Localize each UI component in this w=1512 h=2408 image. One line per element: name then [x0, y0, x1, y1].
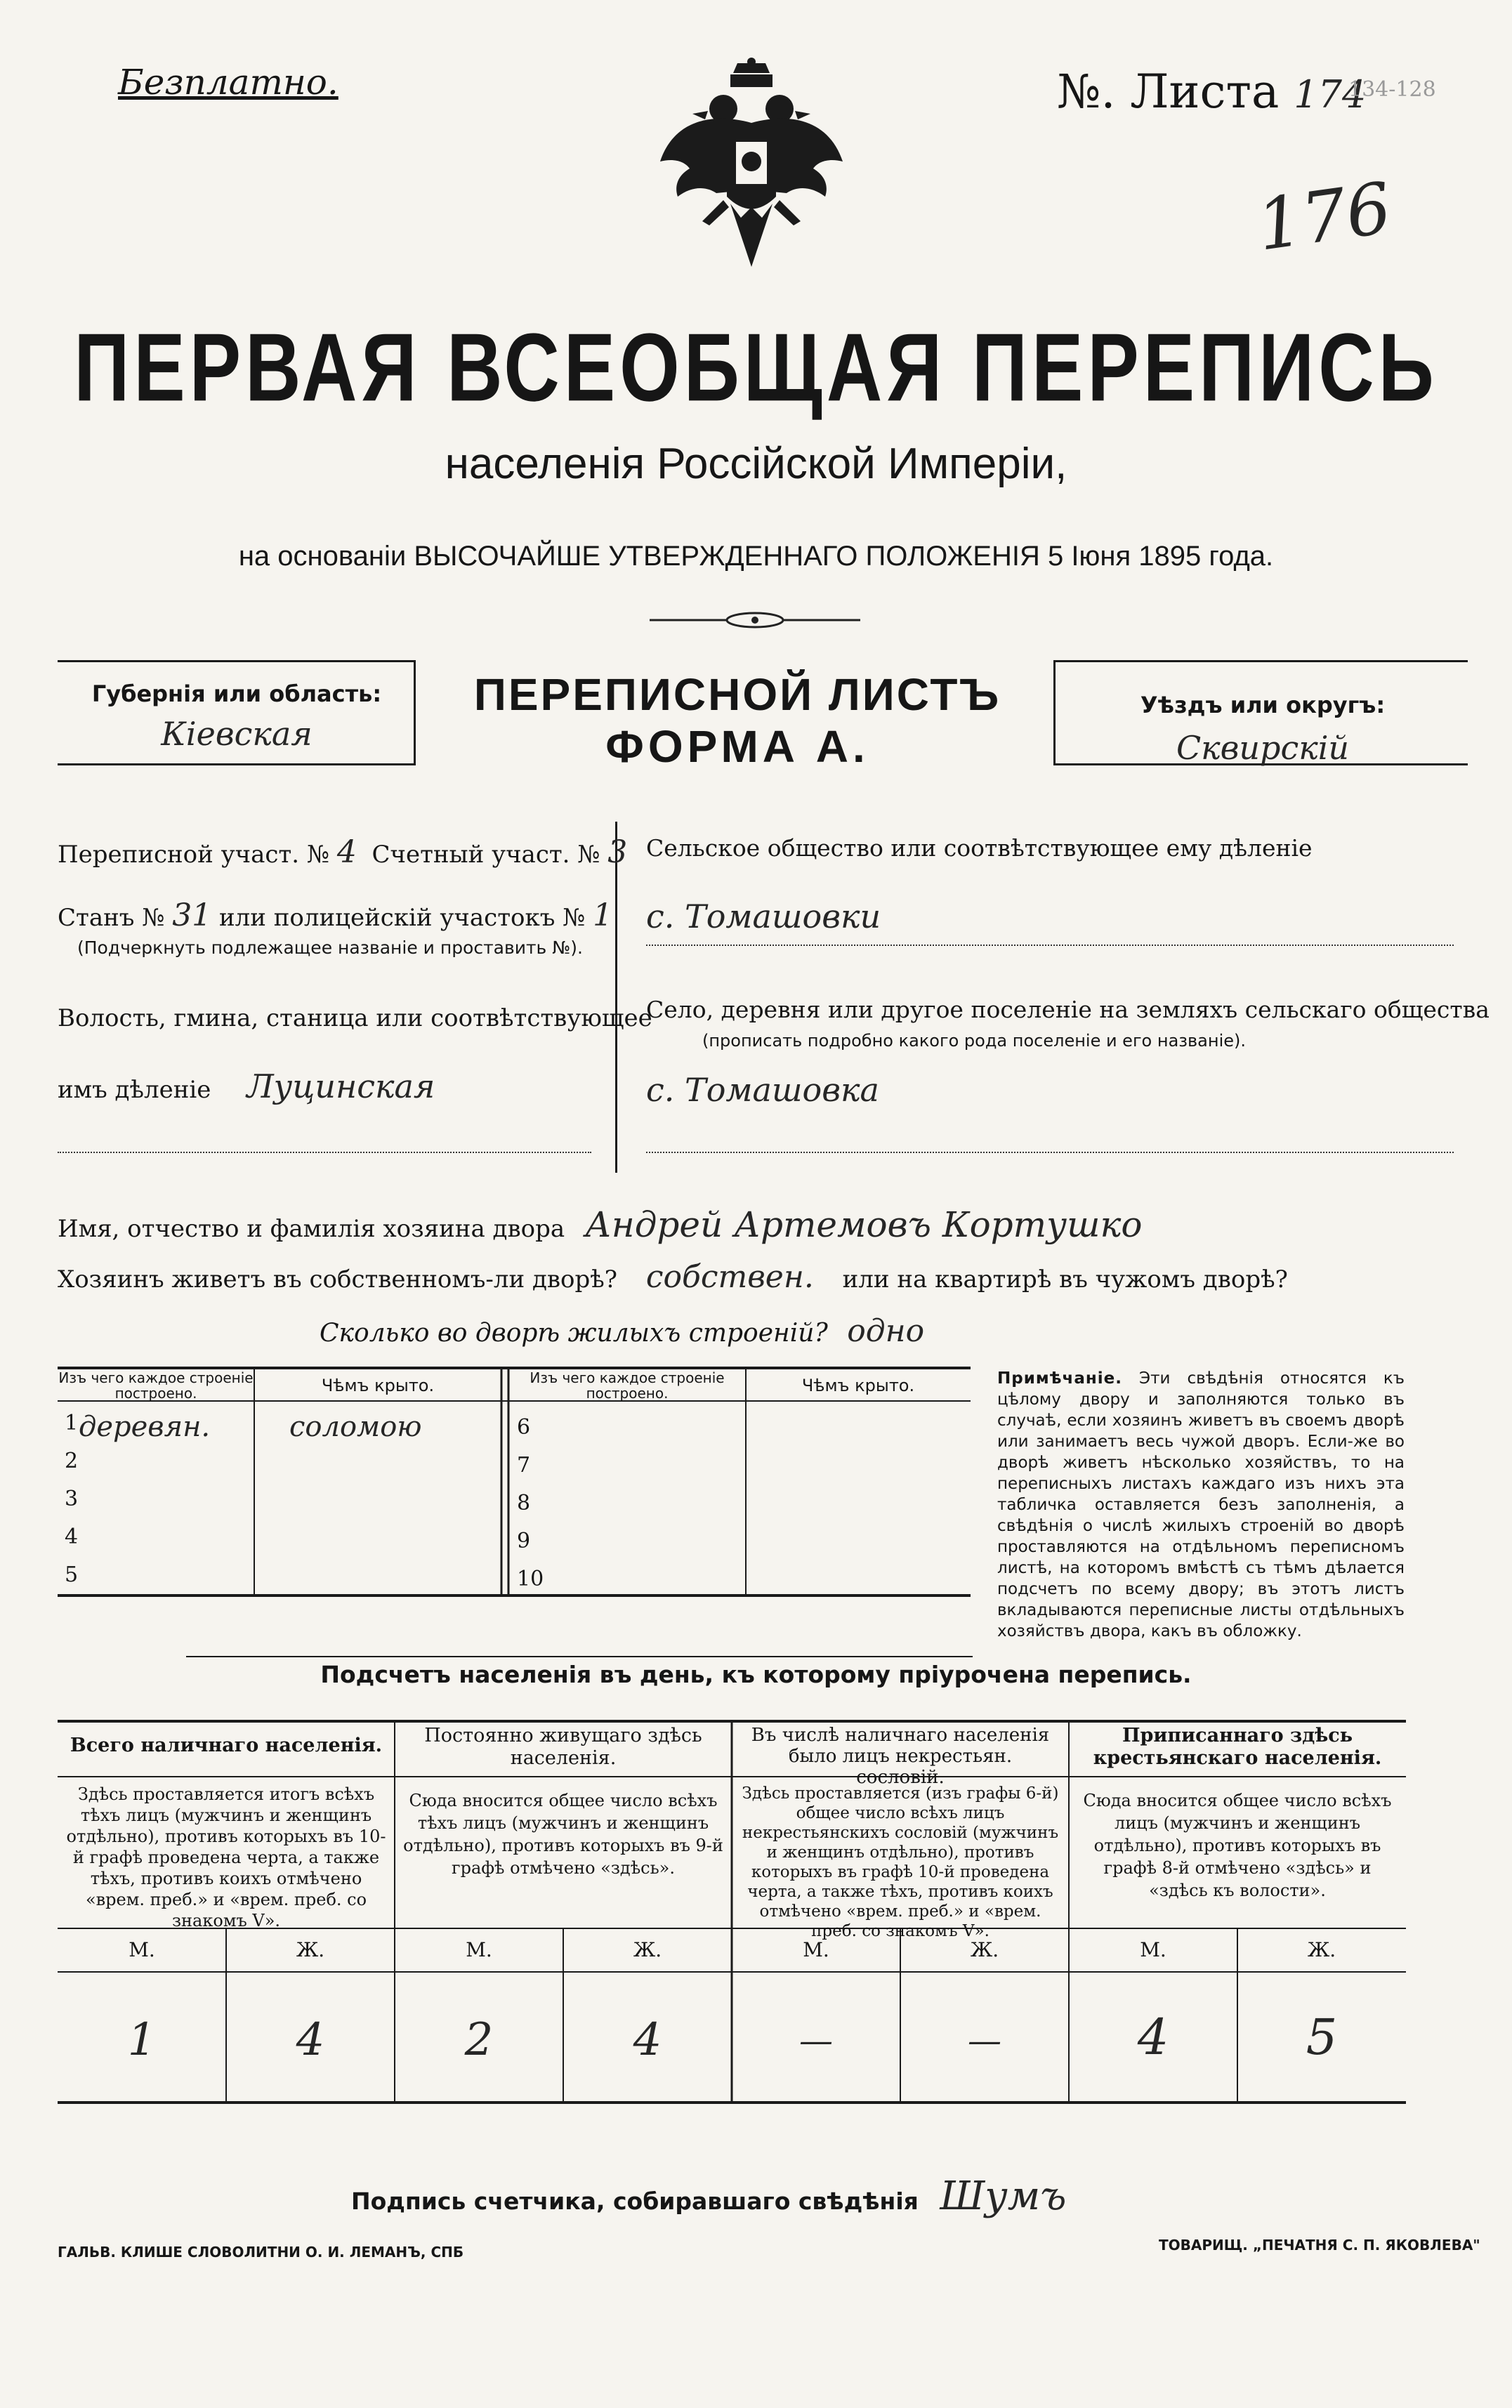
- pop-col-1-m-value: 1: [127, 2014, 157, 2066]
- note-rule: [186, 1656, 973, 1657]
- owner-name-row: [58, 1204, 1142, 1245]
- row-number: 8: [517, 1491, 531, 1515]
- census-district-label: Переписной участ. №: [58, 841, 330, 869]
- signature-value: Шумъ: [940, 2173, 1067, 2219]
- village-extra-line: [646, 1152, 1454, 1153]
- row-number: 10: [517, 1567, 544, 1591]
- note-block: [997, 1368, 1405, 1642]
- society-label: Сельское общество или соотвѣтствующее ему дѣленіе: [646, 834, 1313, 862]
- gubernia-value: Кіевская: [161, 715, 313, 753]
- buildings-count-value: одно: [847, 1313, 925, 1349]
- volost-value: Луцинская: [246, 1067, 435, 1105]
- buildings-col-roof-2: Чѣмъ крыто.: [801, 1376, 915, 1395]
- row-number: 7: [517, 1453, 531, 1478]
- buildings-count-row: [320, 1313, 924, 1349]
- table-row: [58, 1558, 501, 1596]
- footer-right: ТОВАРИЩ. „ПЕЧАТНЯ С. П. ЯКОВЛЕВА": [1159, 2237, 1480, 2254]
- sheet-number-label: №. Листа: [1057, 65, 1280, 119]
- village-note: (прописать подробно какого рода поселеніе и его названіе).: [702, 1031, 1246, 1051]
- table-row: [508, 1445, 971, 1482]
- gubernia-label: Губернія или область:: [91, 680, 382, 707]
- row-roof: соломою: [289, 1411, 422, 1443]
- pop-col-3-m-label: М.: [803, 1938, 829, 1961]
- pop-col-1-f-value: 4: [296, 2014, 325, 2066]
- footer-left: ГАЛЬВ. КЛИШЕ СЛОВОЛИТНИ О. И. ЛЕМАНЪ, СПБ: [58, 2244, 464, 2261]
- pop-col-4-desc: Сюда вносится общее число всѣхъ лицъ (мужчинъ и женщинъ отдѣльно), противъ которыхъ въ графѣ 8-й отмѣчено «здѣсь» и «здѣсь къ волости».: [1083, 1791, 1392, 1900]
- corner-note: 134-128: [1348, 77, 1436, 102]
- signature-row: [351, 2173, 1066, 2219]
- row-material: деревян.: [79, 1411, 211, 1443]
- owner-name-label: Имя, отчество и фамилія хозяина двора: [58, 1215, 565, 1243]
- free-label: Безплатно.: [118, 62, 338, 103]
- table-row: [58, 1482, 501, 1520]
- pop-col-1-head: Всего наличнаго населенія.: [70, 1735, 383, 1756]
- society-value: с. Томашовки: [646, 897, 881, 935]
- stan-note: (Подчеркнуть подлежащее названіе и проставить №).: [77, 937, 583, 958]
- double-headed-eagle-emblem: [646, 56, 857, 295]
- fields-divider: [615, 822, 617, 1173]
- buildings-rows-right: [508, 1407, 971, 1596]
- buildings-count-label: Сколько во дворѣ жилыхъ строеній?: [320, 1319, 828, 1348]
- row-number: 1: [65, 1411, 79, 1435]
- owner-lives-alt-label: или на квартирѣ въ чужомъ дворѣ?: [842, 1265, 1288, 1294]
- pop-col-4-m-value: 4: [1137, 2008, 1169, 2066]
- police-label: или полицейскій участокъ №: [219, 904, 586, 932]
- pop-col-2-m-value: 2: [464, 2014, 494, 2066]
- owner-name-value: Андрей Артемовъ Кортушко: [584, 1204, 1143, 1245]
- table-row: [508, 1407, 971, 1445]
- village-label: Село, деревня или другое поселеніе на земляхъ сельскаго общества: [646, 996, 1490, 1023]
- note-lead: Примѣчаніе.: [997, 1369, 1122, 1388]
- row-number: 5: [65, 1562, 79, 1587]
- pop-col-2-desc: Сюда вносится общее число всѣхъ тѣхъ лицъ (мужчинъ и женщинъ отдѣльно), противъ которыхъ въ 9-й графѣ отмѣчено «здѣсь».: [403, 1791, 723, 1878]
- sheet-title-line-2: ФОРМА А.: [605, 721, 869, 772]
- buildings-col-roof: Чѣмъ крыто.: [321, 1376, 435, 1395]
- pop-col-2-f-value: 4: [633, 2014, 662, 2066]
- pop-col-1-f-label: Ж.: [296, 1938, 325, 1961]
- table-row: [58, 1407, 501, 1445]
- volost-extra-line: [58, 1152, 591, 1153]
- buildings-col-material-2: Изъ чего каждое строеніе построено.: [530, 1369, 725, 1402]
- buildings-rows-left: [58, 1407, 501, 1596]
- census-district-value: 4: [336, 834, 357, 870]
- stan-label: Станъ №: [58, 904, 165, 932]
- pop-col-2-head: Постоянно живущаго здѣсь населенія.: [424, 1725, 702, 1769]
- sheet-title-line-1: ПЕРЕПИСНОЙ ЛИСТЪ: [473, 669, 1001, 720]
- pop-col-4-f-value: 5: [1306, 2008, 1338, 2066]
- gubernia-box: [58, 660, 416, 765]
- row-number: 9: [517, 1529, 531, 1553]
- population-table: [58, 1719, 1406, 2105]
- pop-col-3-f-label: Ж.: [970, 1938, 999, 1961]
- pop-col-1-m-label: М.: [129, 1938, 155, 1961]
- row-number: 6: [517, 1415, 531, 1440]
- population-title: Подсчетъ населенія въ день, къ которому пріурочена перепись.: [320, 1661, 1192, 1688]
- table-row: [58, 1445, 501, 1482]
- main-title: ПЕРВАЯ ВСЕОБЩАЯ ПЕРЕПИСЬ: [74, 313, 1438, 422]
- stan-row: [58, 897, 612, 933]
- pop-col-3-head: Въ числѣ наличнаго населенія было лицъ некрестьян. сословій.: [751, 1725, 1050, 1788]
- counting-district-value: 3: [607, 834, 628, 870]
- census-district-row: [58, 834, 627, 870]
- pop-col-4-m-label: М.: [1140, 1938, 1166, 1961]
- owner-lives-row: [58, 1259, 1288, 1295]
- volost-label-2: имъ дѣленіе: [58, 1076, 211, 1104]
- police-value: 1: [593, 897, 613, 933]
- sheet-number-value: 174: [1294, 72, 1367, 117]
- pop-col-1-desc: Здѣсь проставляется итогъ всѣхъ тѣхъ лицъ (мужчинъ и женщинъ отдѣльно), противъ которыхъ въ 10-й графѣ проведена черта, а также тѣхъ, противъ коихъ отмѣчено «врем. преб.» и «врем. преб. со знакомъ V».: [66, 1784, 386, 1930]
- table-row: [58, 1520, 501, 1558]
- society-extra-line: [646, 945, 1454, 946]
- stamp-number: 176: [1251, 166, 1397, 267]
- pop-col-2-f-label: Ж.: [633, 1938, 662, 1961]
- row-number: 4: [65, 1525, 79, 1549]
- buildings-col-material: Изъ чего каждое строеніе построено.: [58, 1369, 254, 1402]
- pop-col-3-desc: Здѣсь проставляется (изъ графы 6-й) общее число всѣхъ лицъ некрестьянскихъ сословій (мужчинъ и женщинъ отдѣльно), противъ которыхъ въ графѣ 10-й проведена черта, а также тѣхъ, противъ коихъ отмѣчено «врем. преб.» и «врем. преб. со знакомъ V».: [742, 1784, 1059, 1940]
- owner-lives-value: собствен.: [645, 1259, 814, 1295]
- table-row: [508, 1520, 971, 1558]
- stan-value: 31: [172, 897, 212, 933]
- basis-line: на основаніи ВЫСОЧАЙШЕ УТВЕРЖДЕННАГО ПОЛОЖЕНІЯ 5 Іюня 1895 года.: [238, 541, 1274, 572]
- sheet-number: [1057, 65, 1366, 119]
- sheet-title: [421, 669, 1053, 772]
- volost-label-1: Волость, гмина, станица или соотвѣтствующее: [58, 1004, 652, 1032]
- uezd-value: Сквирскій: [1176, 729, 1350, 767]
- pop-col-2-m-label: М.: [466, 1938, 492, 1961]
- village-value: с. Томашовка: [646, 1071, 879, 1109]
- pop-col-3-m-value: —: [799, 2021, 833, 2060]
- owner-lives-label: Хозяинъ живетъ въ собственномъ-ли дворѣ?: [58, 1265, 618, 1294]
- pop-col-4-head: Приписаннаго здѣсь крестьянскаго населенія.: [1093, 1725, 1382, 1769]
- counting-district-label: Счетный участ. №: [372, 841, 600, 869]
- bleed-through-left: [49, 197, 218, 228]
- pop-col-4-f-label: Ж.: [1307, 1938, 1336, 1961]
- table-row: [508, 1482, 971, 1520]
- table-row: [508, 1558, 971, 1596]
- signature-label: Подпись счетчика, собиравшаго свѣдѣнія: [351, 2187, 919, 2215]
- volost-row: [58, 1067, 435, 1105]
- uezd-label: Уѣздъ или округъ:: [1140, 692, 1386, 718]
- row-number: 2: [65, 1449, 79, 1473]
- uezd-box: [1053, 660, 1468, 765]
- note-text: Эти свѣдѣнія относятся къ цѣлому двору и заполняются только въ случаѣ, если хозяинъ живетъ въ своемъ дворѣ или занимаетъ весь чужой дворъ. Если-же во дворѣ живетъ нѣсколько хозяйствъ, то на переписныхъ листахъ каждаго изъ нихъ эта табличка оставляется безъ заполненія, а свѣдѣнія о числѣ жилыхъ строеній во дворѣ проставляются на отдѣльномъ переписномъ листѣ, на которомъ вмѣстѣ съ тѣмъ дѣлается подсчетъ по всему двору; въ этотъ листъ вкладываются переписные листы отдѣльныхъ хозяйствъ двора, какъ въ обложку.: [997, 1369, 1405, 1640]
- ornament: [650, 610, 860, 633]
- subtitle: населенія Россійской Имперіи,: [445, 440, 1067, 488]
- row-number: 3: [65, 1487, 79, 1511]
- pop-col-3-f-value: —: [968, 2021, 1001, 2060]
